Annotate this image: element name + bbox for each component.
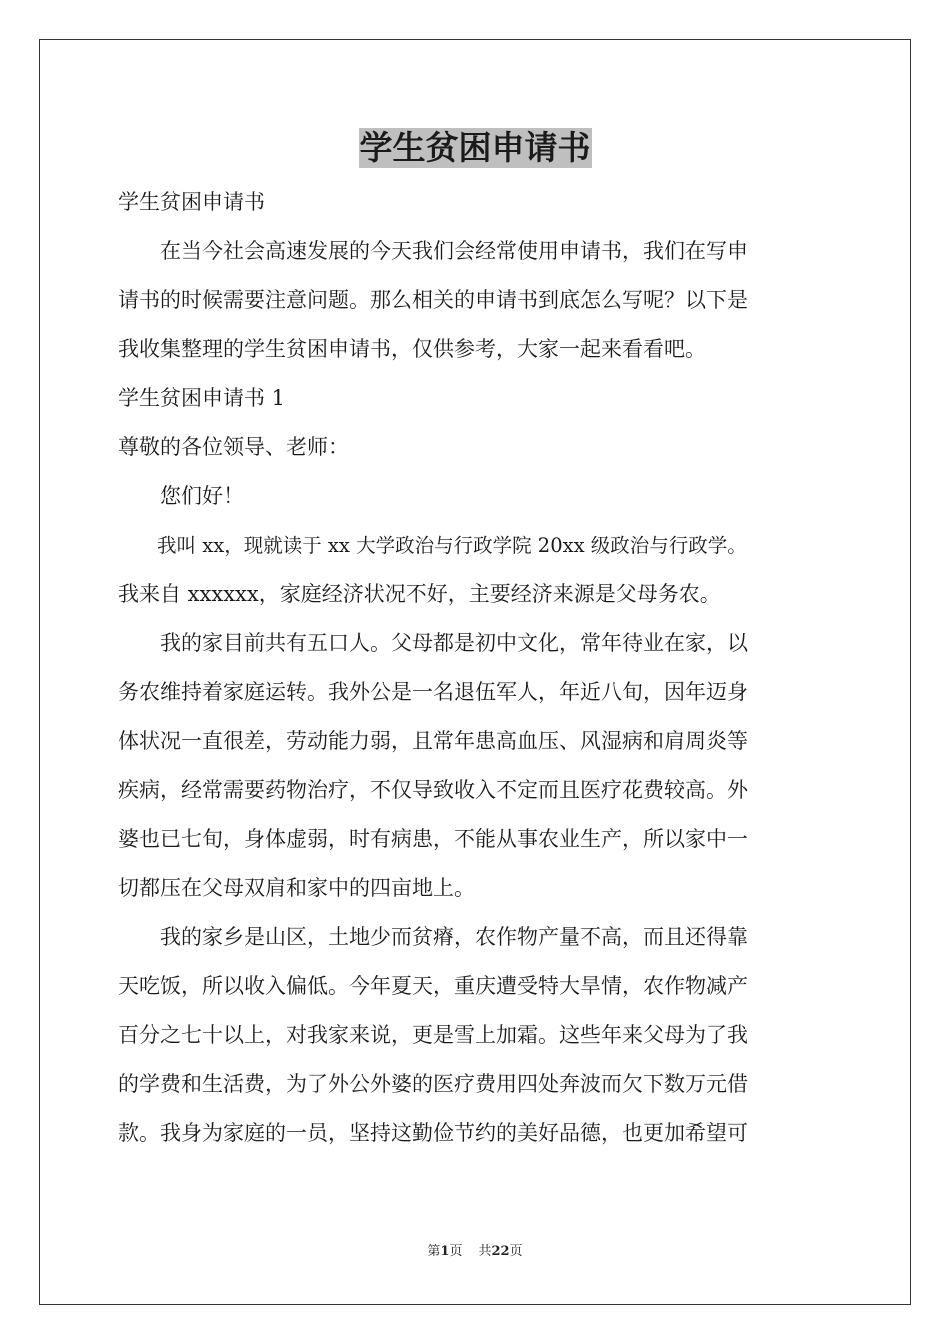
text-line: 我的家乡是山区，土地少而贫瘠，农作物产量不高，而且还得靠 bbox=[118, 925, 748, 949]
text-line: 百分之七十以上，对我家来说，更是雪上加霜。这些年来父母为了我 bbox=[118, 1023, 748, 1047]
text-line: 务农维持着家庭运转。我外公是一名退伍军人，年近八旬，因年迈身 bbox=[118, 680, 748, 704]
page-unit: 页 bbox=[449, 1244, 463, 1259]
section-heading: 学生贫困申请书 1 bbox=[118, 386, 286, 410]
text-line: 学生贫困申请书 bbox=[118, 190, 265, 214]
document-title: 学生贫困申请书 bbox=[359, 128, 591, 167]
text-line: 体状况一直很差，劳动能力弱，且常年患高血压、风湿病和肩周炎等 bbox=[118, 729, 748, 753]
text-line: 我来自 xxxxxx，家庭经济状况不好，主要经济来源是父母务农。 bbox=[118, 582, 721, 606]
text-line: 我叫 xx，现就读于 xx 大学政治与行政学院 20xx 级政治与行政学。 bbox=[118, 534, 747, 557]
greeting: 您们好！ bbox=[118, 484, 244, 508]
title-container bbox=[0, 128, 950, 168]
text-line: 我收集整理的学生贫困申请书，仅供参考，大家一起来看看吧。 bbox=[118, 337, 706, 361]
text-line: 请书的时候需要注意问题。那么相关的申请书到底怎么写呢？以下是 bbox=[118, 288, 748, 312]
total-unit: 页 bbox=[509, 1244, 523, 1259]
text-line: 婆也已七旬，身体虚弱，时有病患，不能从事农业生产，所以家中一 bbox=[118, 827, 748, 851]
page-footer bbox=[0, 1240, 950, 1259]
text-line: 切都压在父母双肩和家中的四亩地上。 bbox=[118, 876, 475, 900]
page-current: 1 bbox=[440, 1244, 450, 1259]
text-line: 我的家目前共有五口人。父母都是初中文化，常年待业在家，以 bbox=[118, 631, 748, 655]
page-prefix: 第 bbox=[427, 1244, 441, 1259]
text-line: 款。我身为家庭的一员，坚持这勤俭节约的美好品德，也更加希望可 bbox=[118, 1121, 748, 1145]
page-total: 22 bbox=[491, 1244, 510, 1259]
salutation: 尊敬的各位领导、老师： bbox=[118, 435, 349, 459]
text-line: 疾病，经常需要药物治疗，不仅导致收入不定而且医疗花费较高。外 bbox=[118, 778, 748, 802]
text-line: 在当今社会高速发展的今天我们会经常使用申请书，我们在写申 bbox=[118, 239, 748, 263]
text-line: 的学费和生活费，为了外公外婆的医疗费用四处奔波而欠下数万元借 bbox=[118, 1072, 748, 1096]
document-body bbox=[118, 178, 834, 1158]
text-line: 天吃饭，所以收入偏低。今年夏天，重庆遭受特大旱情，农作物减产 bbox=[118, 974, 748, 998]
total-prefix: 共 bbox=[478, 1244, 492, 1259]
